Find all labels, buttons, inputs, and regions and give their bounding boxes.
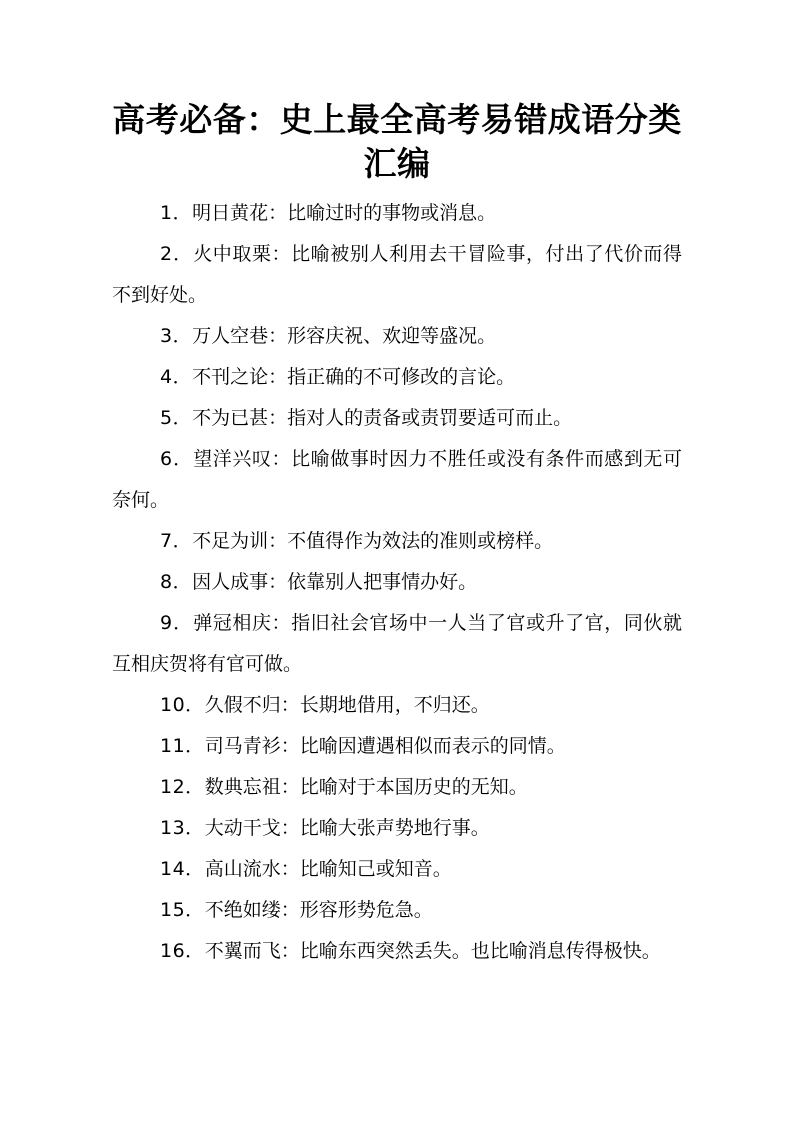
list-item bbox=[112, 849, 682, 890]
list-item bbox=[112, 439, 682, 521]
list-item bbox=[112, 316, 682, 357]
item-number: 8． bbox=[160, 571, 193, 593]
list-item bbox=[112, 931, 682, 972]
list-item bbox=[112, 767, 682, 808]
item-text: 不为已甚：指对人的责备或责罚要适可而止。 bbox=[192, 407, 573, 429]
item-text: 弹冠相庆：指旧社会官场中一人当了官或升了官，同伙就互相庆贺将有官可做。 bbox=[112, 612, 682, 675]
list-item bbox=[112, 603, 682, 685]
list-item bbox=[112, 726, 682, 767]
list-item bbox=[112, 398, 682, 439]
item-text: 明日黄花：比喻过时的事物或消息。 bbox=[192, 202, 497, 224]
item-text: 因人成事：依靠别人把事情办好。 bbox=[192, 571, 478, 593]
item-text: 不翼而飞：比喻东西突然丢失。也比喻消息传得极快。 bbox=[204, 940, 661, 962]
item-number: 3． bbox=[160, 325, 193, 347]
item-number: 15． bbox=[160, 899, 205, 921]
item-number: 12． bbox=[160, 776, 205, 798]
item-number: 6． bbox=[160, 448, 194, 470]
list-item bbox=[112, 357, 682, 398]
list-item bbox=[112, 521, 682, 562]
list-item bbox=[112, 234, 682, 316]
item-text: 不足为训：不值得作为效法的准则或榜样。 bbox=[192, 530, 554, 552]
item-text: 万人空巷：形容庆祝、欢迎等盛况。 bbox=[192, 325, 497, 347]
item-text: 数典忘祖：比喻对于本国历史的无知。 bbox=[204, 776, 528, 798]
item-number: 5． bbox=[160, 407, 193, 429]
item-number: 13． bbox=[160, 817, 205, 839]
item-number: 2． bbox=[160, 243, 194, 265]
item-text: 不绝如缕：形容形势危急。 bbox=[204, 899, 433, 921]
item-number: 7． bbox=[160, 530, 193, 552]
item-text: 望洋兴叹：比喻做事时因力不胜任或没有条件而感到无可奈何。 bbox=[112, 448, 682, 511]
item-number: 10． bbox=[160, 694, 205, 716]
list-item bbox=[112, 890, 682, 931]
list-item bbox=[112, 685, 682, 726]
item-text: 高山流水：比喻知己或知音。 bbox=[204, 858, 452, 880]
item-number: 4． bbox=[160, 366, 193, 388]
list-item bbox=[112, 808, 682, 849]
item-text: 大动干戈：比喻大张声势地行事。 bbox=[204, 817, 490, 839]
list-item bbox=[112, 193, 682, 234]
item-number: 1． bbox=[160, 202, 193, 224]
idiom-list bbox=[112, 193, 682, 972]
list-item bbox=[112, 562, 682, 603]
item-number: 16． bbox=[160, 940, 205, 962]
item-number: 9． bbox=[160, 612, 194, 634]
item-text: 不刊之论：指正确的不可修改的言论。 bbox=[192, 366, 516, 388]
item-text: 火中取栗：比喻被别人利用去干冒险事，付出了代价而得不到好处。 bbox=[112, 243, 682, 306]
document-title: 高考必备：史上最全高考易错成语分类汇编 bbox=[112, 100, 682, 183]
item-text: 久假不归：长期地借用，不归还。 bbox=[204, 694, 490, 716]
item-text: 司马青衫：比喻因遭遇相似而表示的同情。 bbox=[204, 735, 566, 757]
item-number: 14． bbox=[160, 858, 205, 880]
item-number: 11． bbox=[160, 735, 205, 757]
